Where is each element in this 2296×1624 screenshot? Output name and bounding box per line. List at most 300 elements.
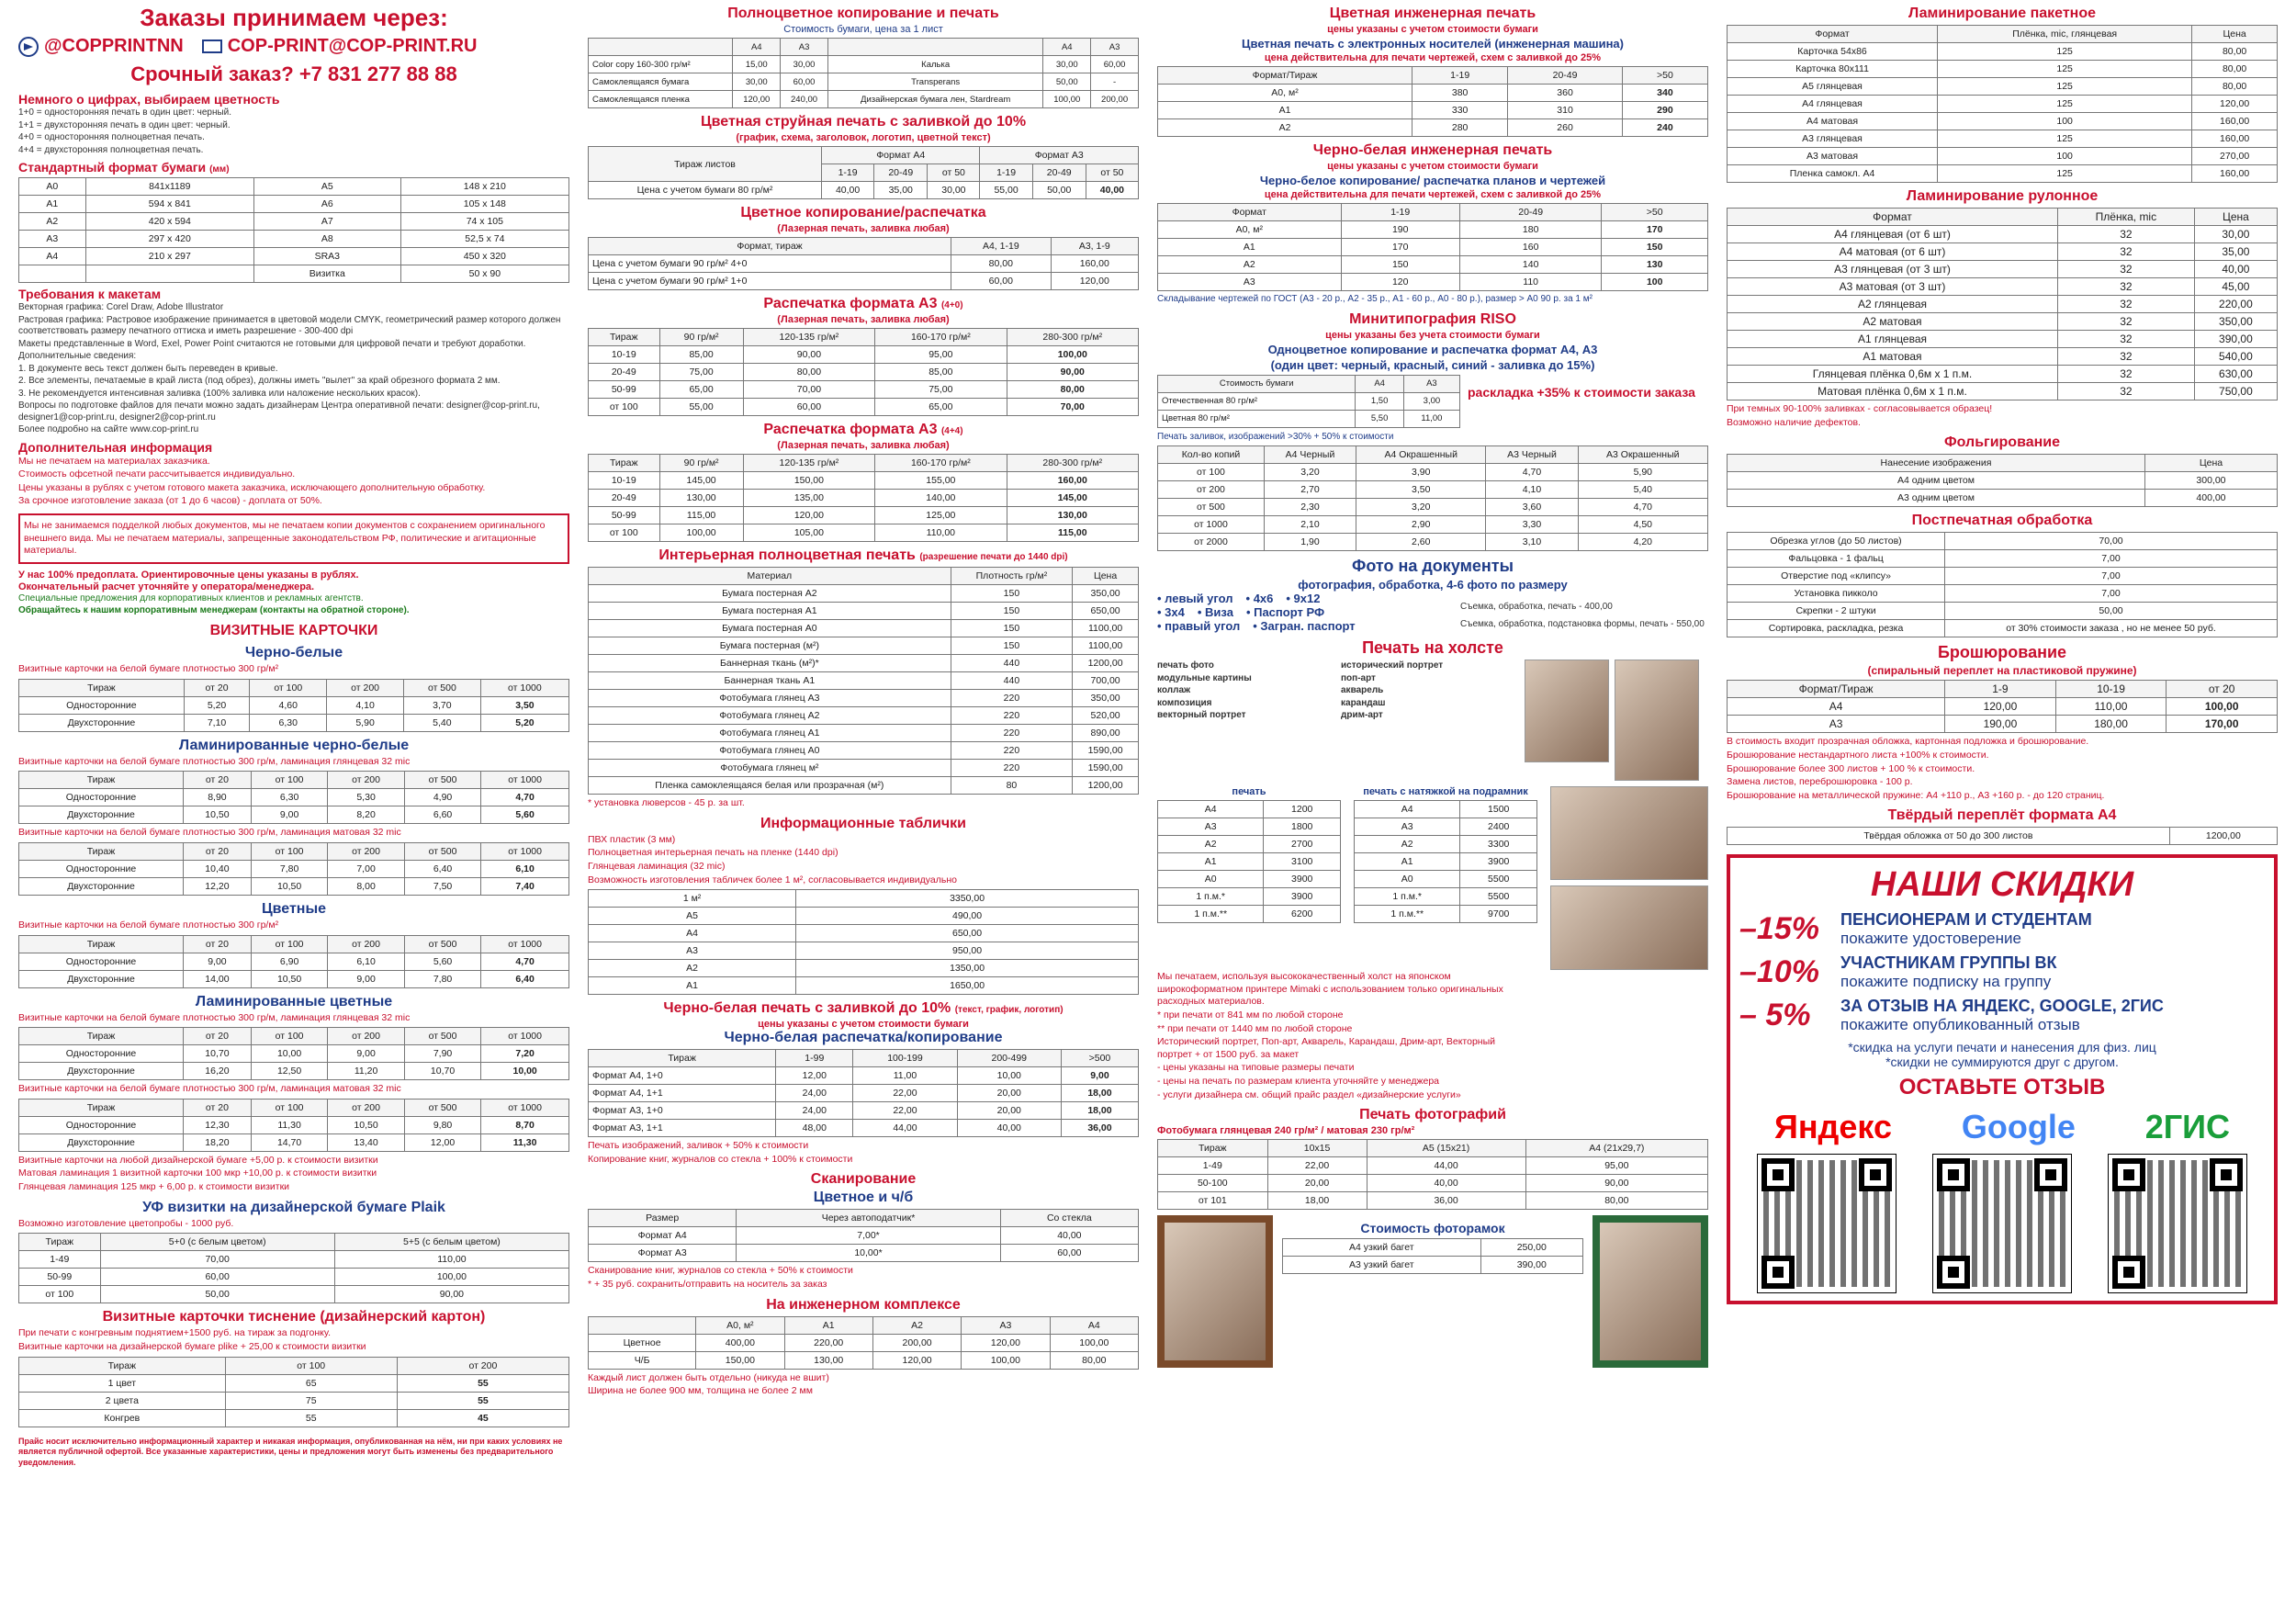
table-cell: 150 (1341, 256, 1459, 274)
table-cell: 155,00 (875, 472, 1007, 490)
table-cell: 120,00 (2192, 96, 2278, 113)
table-header-cell: от 50 (1086, 164, 1138, 182)
table-cell: 40,00 (822, 182, 874, 199)
list-item: Растровая графика: Растровое изображение принимается в цветовой модели CMYK, геометрический размер которого должен соответствовать размеру печатного оттиска и иметь разрешение - 300-400 dpi (18, 314, 561, 336)
table-header-cell: от 20 (183, 842, 251, 860)
table-cell: 50-99 (589, 507, 660, 524)
table-cell: 5,20 (480, 714, 568, 731)
table-cell: 400,00 (696, 1334, 784, 1351)
uv-sub: Возможно изготовление цветопробы - 1000 руб. (18, 1217, 234, 1229)
table-header-cell: от 200 (328, 772, 404, 789)
frames-wrap (1282, 1215, 1583, 1277)
table-cell: A3 (1158, 274, 1342, 291)
table-header-cell: от 200 (328, 1099, 404, 1116)
table-cell: Двухсторонние (19, 970, 184, 987)
table-header-cell: 5+5 (с белым цветом) (334, 1234, 568, 1251)
table-cell: Дизайнерская бумага лен, Stardream (827, 91, 1042, 108)
table-cell: 950,00 (796, 942, 1139, 960)
table-row (1728, 698, 2278, 716)
table-header-cell: от 20 (183, 1099, 251, 1116)
table-cell: A5 (253, 178, 400, 196)
table-cell: 180,00 (2055, 716, 2167, 733)
table-cell: A4 (1728, 698, 1945, 716)
table-cell: Бумага постерная (м²) (589, 637, 951, 655)
table-cell: от 101 (1158, 1192, 1268, 1210)
table-cell: 80,00 (1007, 381, 1138, 399)
urgent-phone[interactable]: Срочный заказ? +7 831 277 88 88 (130, 62, 457, 85)
a3-print-table-1 (588, 328, 1139, 416)
canvas-table-1-title: печать (1232, 786, 1266, 797)
table-cell: 3,50 (1356, 481, 1486, 499)
table-cell: 125 (1938, 96, 2192, 113)
list-item: Цены указаны в рублях с учетом готового макета заказчика, исключающего дополнительную обработку. (18, 481, 486, 493)
list-item: Брошюрование нестандартного листа +100% к стоимости. (1727, 749, 1989, 761)
table-header-cell: A3, 1-9 (1051, 238, 1138, 255)
table-cell: 120,00 (962, 1334, 1050, 1351)
table-cell: A1 (589, 977, 796, 995)
canvas-list-1-wrap (1157, 660, 1341, 781)
list-item: Исторический портрет, Поп-арт, Акварель, Карандаш, Дрим-арт, Векторный портрет + от 1500 руб. за макет (1157, 1036, 1495, 1060)
list-item: 4+4 = двухсторонняя полноцветная печать. (18, 144, 204, 155)
doc-item: • Загран. паспорт (1253, 619, 1356, 633)
table-cell: 60,00 (1091, 56, 1139, 73)
table-cell: A2 глянцевая (1728, 296, 2058, 313)
table-cell: 100,00 (334, 1269, 568, 1286)
doc-item: • правый угол (1157, 619, 1241, 633)
table-row (589, 603, 1139, 620)
table-cell: 2,10 (1264, 516, 1356, 534)
table-cell: 3,10 (1486, 534, 1578, 551)
table-cell: 140 (1459, 256, 1602, 274)
list-item: Мы не печатаем на материалах заказчика. (18, 455, 210, 467)
table-cell: 150 (951, 585, 1072, 603)
table-cell: 9,00 (183, 953, 251, 970)
canvas-item: печать фото (1157, 660, 1214, 671)
table-cell: 32 (2057, 226, 2194, 243)
formats-title (18, 160, 569, 175)
post-title: Постпечатная обработка (1911, 513, 2093, 529)
table-cell: 7,80 (251, 860, 327, 877)
table-cell: Двухсторонние (19, 877, 184, 895)
table-cell: A1 (19, 196, 86, 213)
table-cell: Визитка (253, 265, 400, 283)
roll-note-2: Возможно наличие дефектов. (1727, 416, 1861, 428)
table-header-cell: 1-19 (980, 164, 1032, 182)
table-cell: A4 одним цветом (1728, 472, 2145, 490)
table-row (1158, 871, 1341, 888)
table-row (19, 970, 569, 987)
table-cell: 490,00 (796, 908, 1139, 925)
table-cell: A1 (1158, 102, 1412, 119)
table-row (589, 399, 1139, 416)
table-row (589, 777, 1139, 795)
embossing-sub-1: При печати с конгревным поднятием+1500 руб. на тираж за подгонку. (18, 1327, 331, 1339)
table-cell: 50,00 (1032, 182, 1086, 199)
table-cell: Фотобумага глянец А3 (589, 690, 951, 707)
table-cell: Карточка 54x86 (1728, 43, 1938, 61)
table-cell: 36,00 (1367, 1192, 1525, 1210)
table-header-row (19, 842, 569, 860)
table-cell: 390,00 (1480, 1257, 1582, 1274)
roll-lam-table (1727, 208, 2278, 400)
table-row (19, 231, 569, 248)
table-cell: 4,60 (250, 696, 327, 714)
table-cell: 22,00 (1267, 1157, 1367, 1175)
table-row (1158, 836, 1341, 853)
table-header-cell: Цена (2194, 209, 2277, 226)
table-cell: 45,00 (2194, 278, 2277, 296)
table-header-cell: Цена (2192, 26, 2278, 43)
table-cell: Односторонние (19, 1045, 184, 1063)
table-row (589, 1334, 1139, 1351)
table-row (1283, 1239, 1583, 1257)
table-cell: A8 (253, 231, 400, 248)
doc-items-row (1157, 605, 1460, 619)
table-cell: 10,00* (737, 1245, 1000, 1262)
doc-items-row (1157, 592, 1460, 605)
table-row (19, 1045, 569, 1063)
logos-row (1739, 1108, 2265, 1146)
a3-print-title-2 (588, 422, 1139, 438)
table-cell: A3 (19, 231, 86, 248)
table-cell: 160,00 (2192, 130, 2278, 148)
table-cell: 95,00 (875, 346, 1007, 364)
table-cell: A0 (19, 178, 86, 196)
table-row (1158, 888, 1341, 906)
table-cell: 40,00 (1086, 182, 1138, 199)
table-cell: 44,00 (1367, 1157, 1525, 1175)
table-row (589, 742, 1139, 760)
table-cell: 1,50 (1356, 392, 1403, 410)
table-cell: 6,40 (404, 860, 480, 877)
table-cell: 1 цвет (19, 1374, 226, 1392)
table-cell: 60,00 (743, 399, 874, 416)
table-header-cell: Плотность гр/м² (951, 568, 1072, 585)
table-row (19, 860, 569, 877)
table-cell: 60,00 (781, 73, 828, 91)
table-cell: 20-49 (589, 364, 660, 381)
requirements-list (18, 302, 569, 436)
bc-block-sub: Визитные карточки на белой бумаге плотностью 300 гр/м, ламинация матовая 32 mic (18, 827, 401, 839)
table-row (1728, 620, 2278, 637)
table-row (1158, 818, 1341, 836)
table-cell: 50,00 (1043, 73, 1091, 91)
table-row (589, 942, 1139, 960)
doc-photo-sub: фотография, обработка, 4-6 фото по размеру (1298, 578, 1568, 592)
table-header-cell: Тираж (19, 772, 184, 789)
discount-percent: –15% (1739, 911, 1819, 947)
table-cell: 200,00 (872, 1334, 961, 1351)
canvas-item: исторический портрет (1341, 660, 1444, 671)
table-cell: 10,70 (404, 1063, 480, 1080)
table-cell: 9,80 (404, 1116, 480, 1133)
table-cell: A4 матовая (1728, 113, 1938, 130)
table-cell: 150 (951, 603, 1072, 620)
column-1 (18, 0, 569, 1624)
table-cell: от 500 (1158, 499, 1265, 516)
riso-title: Минитипография RISO (1349, 310, 1516, 327)
table-cell: 115,00 (659, 507, 743, 524)
table-cell: A6 (253, 196, 400, 213)
table-cell: 85,00 (659, 346, 743, 364)
table-header-cell: 20-49 (1032, 164, 1086, 182)
table-cell: Фотобумага глянец м² (589, 760, 951, 777)
a3-print-tag-1: (4+0) (940, 300, 963, 310)
table-row (589, 472, 1139, 490)
table-cell: Отечественная 80 гр/м² (1158, 392, 1356, 410)
list-item: Визитные карточки на любой дизайнерской бумаге +5,00 р. к стоимости визитки (18, 1154, 378, 1166)
table-cell: 350,00 (2194, 313, 2277, 331)
doc-items-row (1157, 619, 1460, 633)
laser-title: Цветное копирование/распечатка (740, 205, 986, 220)
table-row (19, 953, 569, 970)
table-header-cell (827, 39, 1042, 56)
engineering-complex-title: На инженерном комплексе (766, 1296, 961, 1313)
table-cell: 1 п.м.** (1158, 906, 1264, 923)
table-header-cell: Тираж листов (589, 147, 822, 182)
table-row (589, 908, 1139, 925)
bc-block-title: Цветные (261, 900, 327, 917)
table-cell: 4,90 (404, 789, 480, 806)
table-row (1728, 533, 2278, 550)
table-cell: 55 (397, 1392, 568, 1409)
table-cell: 22,00 (853, 1085, 957, 1102)
table-cell: 240,00 (781, 91, 828, 108)
table-row (589, 1085, 1139, 1102)
table-cell: A5 глянцевая (1728, 78, 1938, 96)
table-header-cell: 20-49 (1508, 67, 1623, 85)
table-cell: 135,00 (743, 490, 874, 507)
bc-block-title: Ламинированные цветные (195, 993, 393, 1009)
table-cell: 440 (951, 655, 1072, 672)
table-row (1728, 296, 2278, 313)
table-cell: 1 м² (589, 890, 796, 908)
table-cell: 35,00 (874, 182, 928, 199)
jet-sub: (график, схема, заголовок, логотип, цветной текст) (736, 132, 991, 143)
table-row (589, 56, 1139, 73)
table-cell: A3 глянцевая (1728, 130, 1938, 148)
discounts-rows (1739, 910, 2265, 1034)
table-cell: 360 (1508, 85, 1623, 102)
google-qr-icon[interactable] (1932, 1154, 2072, 1293)
table-cell: 11,30 (251, 1116, 327, 1133)
table-cell: 240 (1622, 119, 1707, 137)
table-cell: Односторонние (19, 696, 185, 714)
bw-eng-title-2: Черно-белое копирование/ распечатка планов и чертежей (1259, 174, 1606, 187)
table-header-row (1158, 67, 1708, 85)
post-table (1727, 532, 2278, 637)
table-cell: 50,00 (1945, 603, 2278, 620)
table-cell: 4,20 (1578, 534, 1707, 551)
table-cell: 20-49 (589, 490, 660, 507)
bc-block-sub: Визитные карточки на белой бумаге плотностью 300 гр/м² (18, 662, 279, 674)
discount-text (1840, 997, 2164, 1034)
table-row (589, 890, 1139, 908)
table-cell: 750,00 (2194, 383, 2277, 400)
table-cell: A4 (19, 248, 86, 265)
doc-item: • 4x6 (1245, 592, 1274, 605)
table-header-cell: от 500 (404, 842, 480, 860)
table-cell: 60,00 (951, 273, 1051, 290)
table-cell: 110,00 (334, 1251, 568, 1269)
table-cell: 145,00 (659, 472, 743, 490)
table-cell: A4 (1158, 801, 1264, 818)
table-row (1728, 113, 2278, 130)
table-header-cell: от 500 (403, 679, 480, 696)
prepay-line-1: У нас 100% предоплата. Ориентировочные цены указаны в рублях. (18, 569, 359, 581)
table-header-cell: Формат, тираж (589, 238, 951, 255)
table-cell: Двухсторонние (19, 806, 184, 824)
riso-title-2: Одноцветное копирование и распечатка формат А4, А3 (1267, 342, 1598, 356)
table-header-cell: 1-19 (822, 164, 874, 182)
bw-sub: цены указаны с учетом стоимости бумаги (758, 1019, 969, 1031)
table-cell: 80,00 (2192, 61, 2278, 78)
table-cell: A4 (589, 925, 796, 942)
table-cell (85, 265, 253, 283)
table-cell: A4 узкий багет (1283, 1239, 1481, 1257)
table-header-cell: Плёнка, mic (2057, 209, 2194, 226)
table-header-cell: 10x15 (1267, 1140, 1367, 1157)
list-item: Векторная графика: Corel Draw, Adobe Illustrator (18, 302, 224, 312)
table-cell: 11,00 (853, 1067, 957, 1085)
table-row (1158, 119, 1708, 137)
table-row (589, 1245, 1139, 1262)
frame-image-1 (1157, 1215, 1273, 1368)
table-row (589, 707, 1139, 725)
canvas-images (1525, 660, 1708, 781)
table-cell: 4,70 (1486, 464, 1578, 481)
table-cell: Глянцевая плёнка 0,6м x 1 п.м. (1728, 366, 2058, 383)
bc-table (18, 679, 569, 732)
table-row (589, 1120, 1139, 1137)
table-cell: 120,00 (872, 1351, 961, 1369)
table-cell: 1-49 (1158, 1157, 1268, 1175)
bc-block-sub: Визитные карточки на белой бумаге плотностью 300 гр/м, ламинация глянцевая 32 mic (18, 1011, 411, 1023)
table-cell: 70,00 (1007, 399, 1138, 416)
table-cell: 35,00 (2194, 243, 2277, 261)
table-header-cell: Тираж (589, 329, 660, 346)
discount-percent: – 5% (1739, 998, 1811, 1033)
table-cell: A2 матовая (1728, 313, 2058, 331)
table-header-cell: 10-19 (2055, 681, 2167, 698)
table-cell: 9700 (1460, 906, 1537, 923)
table-header-cell: Размер (589, 1210, 737, 1227)
table-cell: 11,20 (328, 1063, 404, 1080)
table-header-cell: A3 (1403, 375, 1459, 392)
table-cell: 150 (951, 637, 1072, 655)
table-cell: A3 матовая (от 3 шт) (1728, 278, 2058, 296)
table-row (1728, 313, 2278, 331)
table-cell: 32 (2057, 383, 2194, 400)
table-row (1728, 472, 2278, 490)
table-cell: 55 (225, 1409, 397, 1427)
table-header-cell: Тираж (589, 1050, 776, 1067)
table-cell: Односторонние (19, 860, 184, 877)
table-cell: 11,30 (481, 1133, 569, 1151)
table-header-row (589, 455, 1139, 472)
table-cell: 1,90 (1264, 534, 1356, 551)
interior-tag: (разрешение печати до 1440 dpi) (919, 552, 1068, 562)
table-cell: 100 (1938, 148, 2192, 165)
table-header-cell (589, 1316, 696, 1334)
table-cell: Двухсторонние (19, 1133, 184, 1151)
telegram-contact[interactable] (18, 36, 569, 57)
table-row (19, 1133, 569, 1151)
table-cell: 120,00 (1945, 698, 2056, 716)
table-cell: 60,00 (100, 1269, 334, 1286)
table-cell: 4,50 (1578, 516, 1707, 534)
table-row (1158, 410, 1460, 427)
table-cell: 80,00 (951, 255, 1051, 273)
table-cell: 7,00 (1945, 568, 2278, 585)
canvas-item: модульные картины (1157, 672, 1252, 683)
yandex-qr-icon[interactable] (1757, 1154, 1896, 1293)
table-row (589, 255, 1139, 273)
table-header-cell: Формат (1728, 209, 2058, 226)
table-cell: 4,10 (327, 696, 404, 714)
table-cell: 24,00 (776, 1085, 853, 1102)
table-header-cell: от 100 (251, 772, 327, 789)
table-row (19, 1063, 569, 1080)
binding-title: Брошюрование (1937, 643, 2067, 662)
2gis-qr-icon[interactable] (2108, 1154, 2247, 1293)
frames-row (1157, 1215, 1708, 1368)
table-row (1158, 906, 1341, 923)
a3-print-sub-2: (Лазерная печать, заливка любая) (777, 440, 950, 451)
canvas-list-2 (1341, 660, 1525, 722)
doc-item: • Виза (1197, 605, 1233, 619)
list-item: Возможность изготовления табличек более 1 м², согласовывается индивидуально (588, 874, 957, 885)
table-row (1158, 499, 1708, 516)
table-cell: 2,60 (1356, 534, 1486, 551)
table-cell: A4 глянцевая (от 6 шт) (1728, 226, 2058, 243)
table-cell: 5,40 (1578, 481, 1707, 499)
table-cell: A4 (1355, 801, 1460, 818)
table-cell: 7,00* (737, 1227, 1000, 1245)
table-cell: 10,00 (481, 1063, 569, 1080)
uv-table (18, 1233, 569, 1303)
table-cell: 2,30 (1264, 499, 1356, 516)
interior-note: * установка люверсов - 45 р. за шт. (588, 797, 745, 808)
table-cell: Твёрдая обложка от 50 до 300 листов (1728, 828, 2170, 845)
copy-sub: Стоимость бумаги, цена за 1 лист (783, 24, 943, 35)
list-item: * при печати от 841 мм по любой стороне (1157, 1009, 1344, 1021)
riso-paper-table (1157, 375, 1460, 428)
table-header-cell: от 1000 (481, 1028, 569, 1045)
table-cell: 50,00 (100, 1286, 334, 1303)
table-header-row (1158, 1140, 1708, 1157)
table-cell: 1590,00 (1073, 760, 1139, 777)
table-header-row (19, 1028, 569, 1045)
table-cell: 32 (2057, 278, 2194, 296)
table-cell: 120 (1341, 274, 1459, 291)
table-cell: 1 п.м.* (1355, 888, 1460, 906)
list-item: 1+1 = двухсторонняя печать в один цвет: черный. (18, 119, 231, 130)
column-2 (588, 0, 1139, 1624)
table-cell: 9,00 (251, 806, 327, 824)
table-row (589, 1227, 1139, 1245)
table-header-cell: от 100 (225, 1357, 397, 1374)
table-cell: 30,00 (2194, 226, 2277, 243)
table-cell: 80 (951, 777, 1072, 795)
bc-table (18, 935, 569, 988)
binding-notes (1727, 736, 2278, 802)
list-item: Ширина не более 900 мм, толщина не более 2 мм (588, 1385, 813, 1397)
jet-table (588, 146, 1139, 199)
special-line-1: Специальные предложения для корпоративных клиентов и рекламных агентств. (18, 592, 364, 603)
table-cell: Формат А4, 1+0 (589, 1067, 776, 1085)
table-cell: 160,00 (1051, 255, 1138, 273)
